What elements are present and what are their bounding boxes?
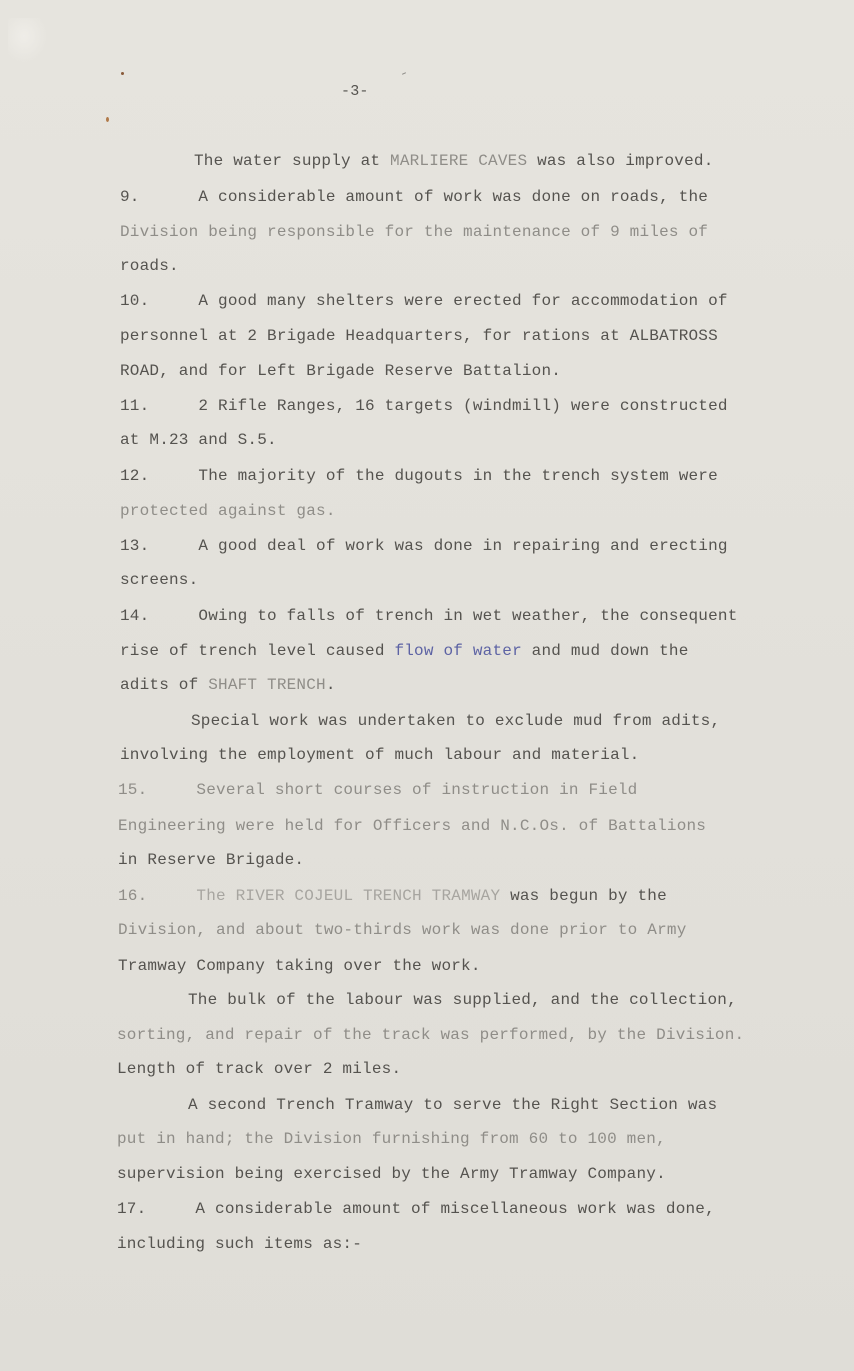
paper-corner-mark: [8, 18, 48, 64]
text-line: rise of trench level caused flow of water and mud down the: [120, 642, 689, 660]
text-line: screens.: [120, 571, 199, 589]
text-line: in Reserve Brigade.: [118, 851, 305, 869]
text-line: 11. 2 Rifle Ranges, 16 targets (windmill) were constructed: [120, 397, 728, 415]
text-line: at M.23 and S.5.: [120, 431, 277, 449]
text-line: The water supply at MARLIERE CAVES was also improved.: [194, 152, 714, 170]
text-line: supervision being exercised by the Army Tramway Company.: [117, 1165, 666, 1183]
place-name: The RIVER COJEUL TRENCH TRAMWAY: [196, 887, 501, 905]
text-line: A second Trench Tramway to serve the Right Section was: [188, 1096, 718, 1114]
text-line: sorting, and repair of the track was performed, by the Division.: [117, 1026, 745, 1044]
text-line: Engineering were held for Officers and N.C.Os. of Battalions: [118, 817, 707, 835]
text-line: Division, and about two-thirds work was done prior to Army: [118, 921, 687, 939]
text-line: 13. A good deal of work was done in repairing and erecting: [120, 537, 728, 555]
text-line: Length of track over 2 miles.: [117, 1060, 402, 1078]
place-name: MARLIERE CAVES: [390, 152, 528, 170]
text-line: including such items as:-: [117, 1235, 363, 1253]
text-line: personnel at 2 Brigade Headquarters, for rations at ALBATROSS: [120, 327, 718, 345]
text-line: The bulk of the labour was supplied, and the collection,: [188, 991, 737, 1009]
text-line: 17. A considerable amount of miscellaneous work was done,: [117, 1200, 715, 1218]
blue-ink-text: flow of water: [394, 642, 522, 660]
text-line: 16. The RIVER COJEUL TRENCH TRAMWAY was begun by the: [118, 887, 667, 905]
text-line: adits of SHAFT TRENCH.: [120, 676, 336, 694]
text-line: Tramway Company taking over the work.: [118, 957, 481, 975]
text-line: roads.: [120, 257, 179, 275]
text-line: 9. A considerable amount of work was done on roads, the: [120, 188, 709, 206]
text-line: 10. A good many shelters were erected for accommodation of: [120, 292, 728, 310]
text-line: Division being responsible for the maintenance of 9 miles of: [120, 223, 709, 241]
paper-spot: [121, 72, 124, 75]
text-line: ROAD, and for Left Brigade Reserve Battalion.: [120, 362, 562, 380]
text-line: protected against gas.: [120, 502, 336, 520]
text-line: put in hand; the Division furnishing from 60 to 100 men,: [117, 1130, 666, 1148]
place-name: SHAFT TRENCH: [208, 676, 326, 694]
page-number: -3-: [341, 83, 369, 100]
text-line: 12. The majority of the dugouts in the trench system were: [120, 467, 718, 485]
text-line: 14. Owing to falls of trench in wet weather, the consequent: [120, 607, 738, 625]
text-line: involving the employment of much labour and material.: [120, 746, 640, 764]
text-line: Special work was undertaken to exclude mud from adits,: [191, 712, 721, 730]
ink-mark: [402, 72, 406, 75]
text-line: 15. Several short courses of instruction in Field: [118, 781, 638, 799]
paper-spot: [106, 117, 109, 122]
